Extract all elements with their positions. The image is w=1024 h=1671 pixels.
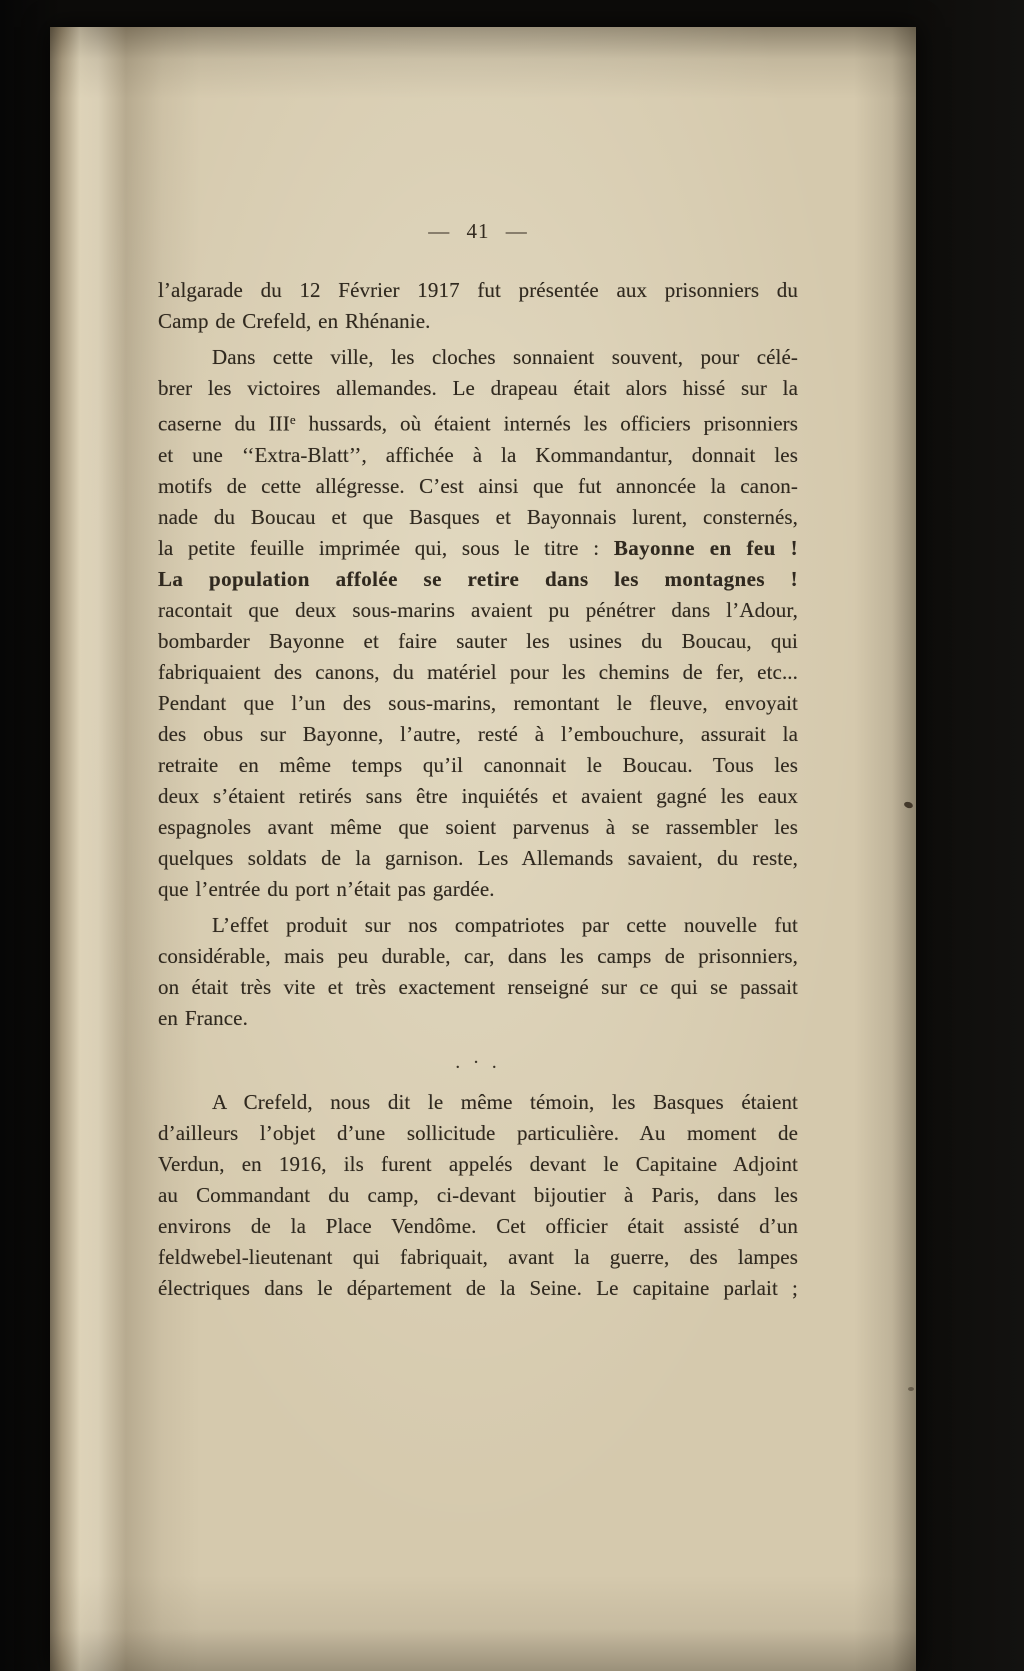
body-text: brer les victoires allemandes. Le drapeau était alors hissé sur la bbox=[158, 376, 798, 400]
text-line bbox=[158, 626, 798, 657]
text-line bbox=[158, 440, 798, 471]
text-line bbox=[158, 1273, 798, 1304]
body-text: retraite en même temps qu’il canonnait le Boucau. Tous les bbox=[158, 752, 798, 777]
body-text: Pendant que l’un des sous-marins, remontant le fleuve, envoyait bbox=[158, 690, 798, 715]
body-text: espagnoles avant même que soient parvenus à se rassembler les bbox=[158, 814, 798, 839]
body-text: deux s’étaient retirés sans être inquiétés et avaient gagné les eaux bbox=[158, 783, 798, 808]
ink-speck bbox=[903, 801, 913, 809]
body-text: e bbox=[289, 412, 296, 427]
text-line bbox=[158, 1149, 798, 1180]
body-text: que l’entrée du port n’était pas gardée. bbox=[158, 876, 495, 901]
text-line bbox=[158, 750, 798, 781]
text-line bbox=[158, 502, 798, 533]
text-line bbox=[158, 342, 798, 373]
text-line bbox=[158, 564, 798, 595]
ink-speck bbox=[908, 1387, 914, 1391]
emphasized-text: La population affolée se retire dans les montagnes ! bbox=[158, 566, 798, 591]
body-text: A Crefeld, nous dit le même témoin, les Basques étaient bbox=[212, 1089, 798, 1114]
text-line bbox=[158, 595, 798, 626]
text-line bbox=[158, 1211, 798, 1242]
body-text: électriques dans le département de la Seine. Le capitaine parlait ; bbox=[158, 1275, 798, 1300]
text-line bbox=[158, 843, 798, 874]
body-text: hussards, où étaient internés les officiers prisonniers bbox=[295, 411, 799, 436]
body-text: Dans cette ville, les cloches sonnaient souvent, pour célé- bbox=[212, 345, 798, 369]
text-line bbox=[158, 657, 798, 688]
body-text: la petite feuille imprimée qui, sous le titre : bbox=[158, 535, 614, 560]
text-line bbox=[158, 471, 798, 502]
emphasized-text: Bayonne en feu ! bbox=[613, 535, 799, 560]
text-line bbox=[158, 373, 798, 404]
body-text: au Commandant du camp, ci-devant bijoutier à Paris, dans les bbox=[158, 1182, 798, 1207]
body-text: l’algarade du 12 Février 1917 fut présentée aux prisonniers du bbox=[158, 278, 798, 302]
text-block bbox=[158, 275, 798, 1304]
text-line bbox=[158, 404, 798, 440]
text-line bbox=[158, 910, 798, 941]
text-line bbox=[158, 941, 798, 972]
text-line bbox=[158, 306, 798, 337]
body-text: racontait que deux sous-marins avaient pu pénétrer dans l’Adour, bbox=[158, 597, 798, 622]
body-text: d’ailleurs l’objet d’une sollicitude particulière. Au moment de bbox=[158, 1120, 798, 1145]
body-text: on était très vite et très exactement renseigné sur ce qui se passait bbox=[158, 974, 798, 999]
body-text: et une ‘‘Extra-Blatt’’, affichée à la Kommandantur, donnait les bbox=[158, 442, 798, 467]
page-number: — 41 — bbox=[428, 219, 528, 243]
body-text: Verdun, en 1916, ils furent appelés devant le Capitaine Adjoint bbox=[158, 1151, 798, 1176]
body-text: feldwebel-lieutenant qui fabriquait, avant la guerre, des lampes bbox=[158, 1244, 798, 1269]
text-line bbox=[158, 1242, 798, 1273]
text-line bbox=[158, 275, 798, 306]
text-line bbox=[158, 972, 798, 1003]
text-line bbox=[158, 533, 798, 564]
text-line bbox=[158, 812, 798, 843]
text-line bbox=[158, 1118, 798, 1149]
body-text: environs de la Place Vendôme. Cet officier était assisté d’un bbox=[158, 1213, 798, 1238]
body-text: considérable, mais peu durable, car, dans les camps de prisonniers, bbox=[158, 943, 798, 968]
text-line bbox=[158, 688, 798, 719]
body-text: caserne du III bbox=[158, 411, 290, 436]
body-text: bombarder Bayonne et faire sauter les usines du Boucau, qui bbox=[158, 628, 798, 653]
body-text: L’effet produit sur nos compatriotes par cette nouvelle fut bbox=[212, 912, 798, 937]
body-text: fabriquaient des canons, du matériel pour les chemins de fer, etc... bbox=[158, 659, 798, 684]
text-line bbox=[158, 781, 798, 812]
text-line bbox=[158, 874, 798, 905]
text-line bbox=[158, 1087, 798, 1118]
body-text: motifs de cette allégresse. C’est ainsi que fut annoncée la canon- bbox=[158, 473, 798, 498]
body-text: en France. bbox=[158, 1005, 248, 1030]
section-separator: . · . bbox=[455, 1051, 501, 1073]
body-text: quelques soldats de la garnison. Les Allemands savaient, du reste, bbox=[158, 845, 798, 870]
body-text: Camp de Crefeld, en Rhénanie. bbox=[158, 309, 431, 333]
text-line bbox=[158, 1003, 798, 1034]
book-page bbox=[50, 27, 916, 1671]
text-line bbox=[158, 719, 798, 750]
text-line bbox=[158, 1180, 798, 1211]
body-text: des obus sur Bayonne, l’autre, resté à l’embouchure, assurait la bbox=[158, 721, 798, 746]
body-text: nade du Boucau et que Basques et Bayonnais lurent, consternés, bbox=[158, 504, 798, 529]
